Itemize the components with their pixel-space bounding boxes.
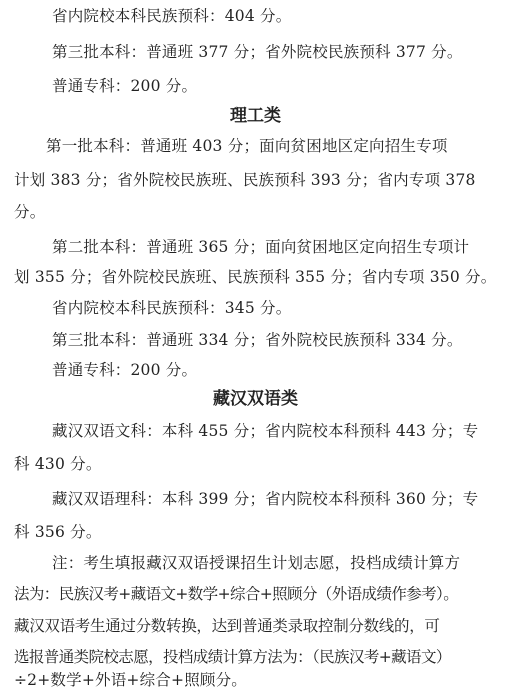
- text-line: 划 355 分；省外院校民族班、民族预科 355 分；省内专项 350 分。: [14, 268, 497, 286]
- text-line: 科 430 分。: [14, 455, 102, 473]
- text-line: 计划 383 分；省外院校民族班、民族预科 393 分；省内专项 378: [14, 171, 476, 189]
- text-line: 藏汉双语文科：本科 455 分；省内院校本科预科 443 分；专: [52, 422, 479, 440]
- text-line: 第一批本科：普通班 403 分；面向贫困地区定向招生专项: [46, 137, 448, 155]
- text-line: 第二批本科：普通班 365 分；面向贫困地区定向招生专项计: [52, 238, 470, 256]
- text-line: 省内院校本科民族预科：404 分。: [52, 7, 292, 25]
- text-line: 法为：民族汉考+藏语文+数学+综合+照顾分（外语成绩作参考）。: [14, 585, 459, 603]
- text-line: 藏汉双语理科：本科 399 分；省内院校本科预科 360 分；专: [52, 490, 479, 508]
- section-heading-science: 理工类: [230, 106, 281, 126]
- text-line: 省内院校本科民族预科：345 分。: [52, 299, 292, 317]
- text-line: 第三批本科：普通班 377 分；省外院校民族预科 377 分。: [52, 43, 463, 61]
- text-line: 分。: [14, 203, 46, 221]
- text-line: 注：考生填报藏汉双语授课招生计划志愿，投档成绩计算方: [52, 554, 461, 572]
- section-heading-bilingual: 藏汉双语类: [213, 389, 298, 409]
- text-line: ÷2+数学+外语+综合+照顾分。: [14, 671, 247, 689]
- text-line: 普通专科：200 分。: [52, 77, 198, 95]
- text-line: 藏汉双语考生通过分数转换，达到普通类录取控制分数线的，可: [14, 617, 440, 635]
- text-line: 第三批本科：普通班 334 分；省外院校民族预科 334 分。: [52, 331, 463, 349]
- text-line: 普通专科：200 分。: [52, 361, 198, 379]
- text-line: 科 356 分。: [14, 523, 102, 541]
- text-line: 选报普通类院校志愿，投档成绩计算方法为：（民族汉考+藏语文）: [14, 648, 451, 666]
